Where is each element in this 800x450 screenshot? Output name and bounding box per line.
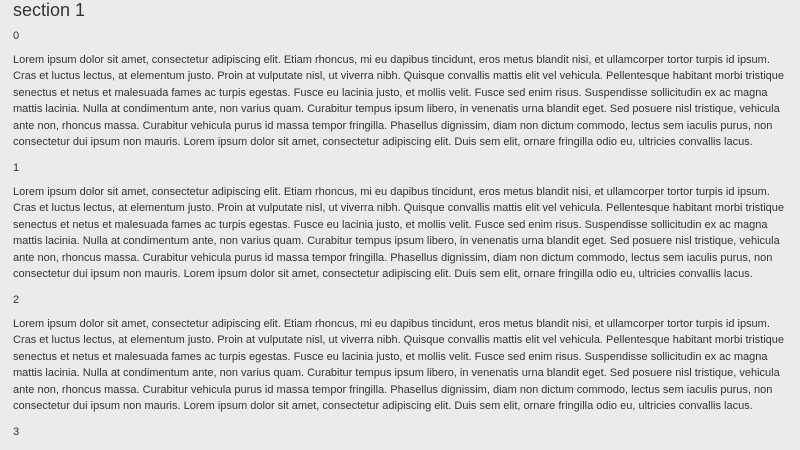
item-paragraph: Lorem ipsum dolor sit amet, consectetur adipiscing elit. Etiam rhoncus, mi eu dapibus tincidunt, eros metus blandit nisi, et ullamcorper tortor turpis id ipsum. Cras et luctus lectus, at elementum justo. Proin at vulputate nisl, ut viverra nibh. Quisque convallis mattis elit vel vehicula. Pellentesque habitant morbi tristique senectus et netus et malesuada fames ac turpis egestas. Fusce eu lacinia justo, et mollis velit. Fusce sed enim risus. Suspendisse sollicitudin ex ac magna mattis lacinia. Nulla at condimentum ante, non varius quam. Curabitur tempus ipsum libero, in venenatis urna blandit eget. Sed posuere nisl tristique, vehicula ante non, rhoncus massa. Curabitur vehicula purus id massa tempor fringilla. Phasellus dignissim, diam non dictum commodo, lectus sem iaculis purus, non consectetur dui ipsum non mauris. Lorem ipsum dolor sit amet, consectetur adipiscing elit. Duis sem elit, ornare fringilla odio eu, ultricies convallis lacus. — [13, 54, 784, 149]
section-title: section 1 — [13, 0, 86, 20]
item-number: 0 — [13, 30, 20, 42]
item-paragraph: Lorem ipsum dolor sit amet, consectetur adipiscing elit. Etiam rhoncus, mi eu dapibus tincidunt, eros metus blandit nisi, et ullamcorper tortor turpis id ipsum. Cras et luctus lectus, at elementum justo. Proin at vulputate nisl, ut viverra nibh. Quisque convallis mattis elit vel vehicula. Pellentesque habitant morbi tristique senectus et netus et malesuada fames ac turpis egestas. Fusce eu lacinia justo, et mollis velit. Fusce sed enim risus. Suspendisse sollicitudin ex ac magna mattis lacinia. Nulla at condimentum ante, non varius quam. Curabitur tempus ipsum libero, in venenatis urna blandit eget. Sed posuere nisl tristique, vehicula ante non, rhoncus massa. Curabitur vehicula purus id massa tempor fringilla. Phasellus dignissim, diam non dictum commodo, lectus sem iaculis purus, non consectetur dui ipsum non mauris. Lorem ipsum dolor sit amet, consectetur adipiscing elit. Duis sem elit, ornare fringilla odio eu, ultricies convallis lacus. — [13, 186, 784, 281]
item-paragraph: Lorem ipsum dolor sit amet, consectetur adipiscing elit. Etiam rhoncus, mi eu dapibus tincidunt, eros metus blandit nisi, et ullamcorper tortor turpis id ipsum. Cras et luctus lectus, at elementum justo. Proin at vulputate nisl, ut viverra nibh. Quisque convallis mattis elit vel vehicula. Pellentesque habitant morbi tristique senectus et netus et malesuada fames ac turpis egestas. Fusce eu lacinia justo, et mollis velit. Fusce sed enim risus. Suspendisse sollicitudin ex ac magna mattis lacinia. Nulla at condimentum ante, non varius quam. Curabitur tempus ipsum libero, in venenatis urna blandit eget. Sed posuere nisl tristique, vehicula ante non, rhoncus massa. Curabitur vehicula purus id massa tempor fringilla. Phasellus dignissim, diam non dictum commodo, lectus sem iaculis purus, non consectetur dui ipsum non mauris. Lorem ipsum dolor sit amet, consectetur adipiscing elit. Duis sem elit, ornare fringilla odio eu, ultricies convallis lacus. — [13, 318, 784, 413]
item-number: 1 — [13, 162, 20, 174]
item-number: 3 — [13, 426, 20, 438]
item-number: 2 — [13, 294, 20, 306]
